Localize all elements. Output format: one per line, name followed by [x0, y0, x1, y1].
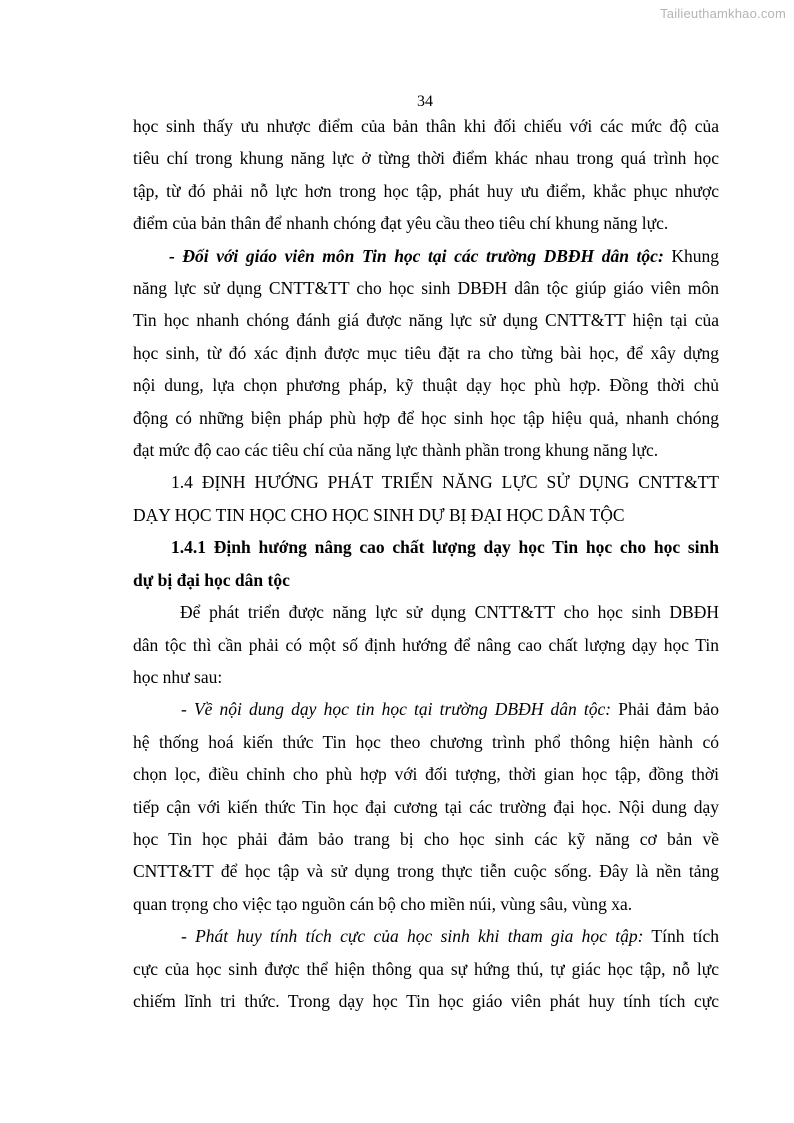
page-number: 34	[417, 93, 433, 110]
paragraph-1	[133, 110, 719, 240]
paragraph-lead: - Về nội dung dạy học tin học tại trường DBĐH dân tộc:	[181, 699, 612, 720]
heading-line: 1.4 ĐỊNH HƯỚNG PHÁT TRIỂN NĂNG LỰC SỬ DỤNG CNTT&TT	[171, 472, 719, 493]
paragraph-5	[133, 920, 719, 1017]
text-line: học như sau:	[133, 666, 223, 687]
text-line: tập, từ đó phải nỗ lực hơn trong học tập, phát huy ưu điểm, khắc phục nhược	[133, 180, 719, 201]
text-line: học sinh thấy ưu nhược điểm của bản thân khi đối chiếu với các mức độ của	[133, 116, 719, 136]
text-line: đạt mức độ cao các tiêu chí của năng lực thành phần trong khung năng lực.	[133, 440, 659, 461]
paragraph-lead: - Đối với giáo viên môn Tin học tại các trường DBĐH dân tộc:	[169, 245, 664, 266]
paragraph-lead-rest: Tính tích	[643, 926, 719, 947]
paragraph-2	[133, 240, 719, 467]
text-line: điểm của bản thân để nhanh chóng đạt yêu cầu theo tiêu chí khung năng lực.	[133, 213, 669, 234]
text-line: cực của học sinh được thể hiện thông qua sự hứng thú, tự giác học tập, nỗ lực	[133, 958, 719, 979]
text-line: tiêu chí trong khung năng lực ở từng thời điểm khác nhau trong quá trình học	[133, 148, 719, 169]
text-line: Để phát triển được năng lực sử dụng CNTT&TT cho học sinh DBĐH	[180, 602, 719, 623]
paragraph-lead: - Phát huy tính tích cực của học sinh khi tham gia học tập:	[181, 926, 644, 947]
text-line: học sinh, từ đó xác định được mục tiêu đặt ra cho từng bài học, để xây dựng	[133, 342, 719, 363]
text-line	[133, 240, 719, 272]
text-line: chiếm lĩnh tri thức. Trong dạy học Tin học giáo viên phát huy tính tích cực	[133, 990, 719, 1011]
paragraph-3	[133, 596, 719, 693]
text-line: năng lực sử dụng CNTT&TT cho học sinh DBĐH dân tộc giúp giáo viên môn	[133, 278, 719, 299]
paragraph-4	[133, 693, 719, 920]
text-line	[133, 693, 719, 725]
heading-line: dự bị đại học dân tộc	[133, 569, 290, 590]
watermark: Tailieuthamkhao.com	[660, 6, 786, 21]
text-line: tiếp cận với kiến thức Tin học đại cương tại các trường đại học. Nội dung dạy	[133, 796, 719, 817]
text-line: hệ thống hoá kiến thức Tin học theo chương trình phổ thông hiện hành có	[133, 731, 719, 752]
text-line: học Tin học phải đảm bảo trang bị cho học sinh các kỹ năng cơ bản về	[133, 828, 719, 849]
text-line: động có những biện pháp phù hợp để học sinh học tập hiệu quả, nhanh chóng	[133, 407, 719, 428]
section-heading-1-4	[133, 466, 719, 531]
text-line: dân tộc thì cần phải có một số định hướng để nâng cao chất lượng dạy học Tin	[133, 634, 719, 655]
text-line: nội dung, lựa chọn phương pháp, kỹ thuật dạy học phù hợp. Đồng thời chủ	[133, 375, 719, 396]
text-line: quan trọng cho việc tạo nguồn cán bộ cho miền núi, vùng sâu, vùng xa.	[133, 893, 633, 914]
paragraph-lead-rest: Phải đảm bảo	[611, 699, 719, 720]
heading-line: 1.4.1 Định hướng nâng cao chất lượng dạy học Tin học cho học sinh	[171, 537, 719, 558]
text-line: CNTT&TT để học tập và sử dụng trong thực tiễn cuộc sống. Đây là nền tảng	[133, 861, 719, 882]
paragraph-lead-rest: Khung	[663, 245, 720, 266]
heading-line: DẠY HỌC TIN HỌC CHO HỌC SINH DỰ BỊ ĐẠI HỌC DÂN TỘC	[133, 504, 625, 525]
text-line	[133, 920, 719, 952]
subsection-heading-1-4-1	[133, 531, 719, 596]
text-line: chọn lọc, điều chỉnh cho phù hợp với đối tượng, thời gian học tập, đồng thời	[133, 764, 719, 785]
document-body	[133, 110, 719, 1017]
text-line: Tin học nhanh chóng đánh giá được năng lực sử dụng CNTT&TT hiện tại của	[133, 310, 719, 331]
